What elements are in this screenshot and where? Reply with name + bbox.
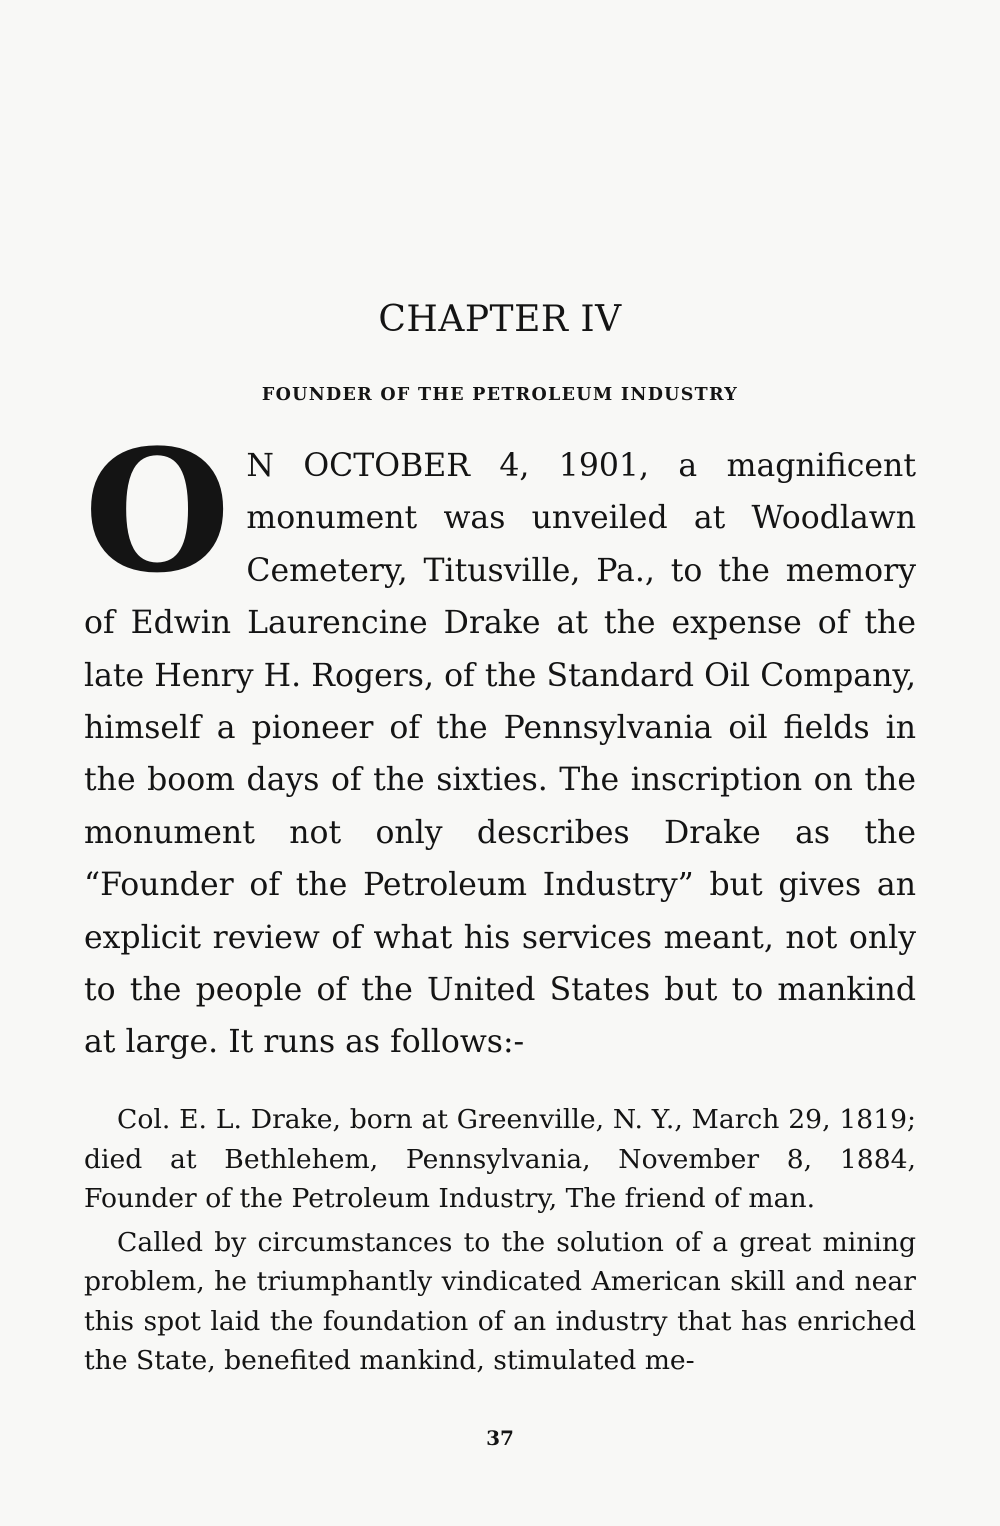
page-number: 37 [486,1426,514,1450]
main-paragraph [84,412,916,1069]
monument-inscription [84,1100,916,1385]
main-paragraph-text: N OCTOBER 4, 1901, a magnificent monument was unveiled at Woodlawn Cemetery, Titusville, Pa., to the memory of Edwin Laurencine Drake at the expense of the late Henry H. Rogers, of the Standard Oil Company, himself a pioneer of the Pennsylvania oil fields in the boom days of the sixties. The inscription on the monument not only describes Drake as the “Founder of the Petroleum Industry” but gives an explicit review of what his services meant, not only to the people of the United States but to mankind at large. It runs as follows:- [84,448,916,1061]
drop-cap-letter: O [84,412,231,610]
chapter-subtitle: FOUNDER OF THE PETROLEUM INDUSTRY [261,385,739,405]
book-page [84,0,916,1526]
inscription-paragraph: Col. E. L. Drake, born at Greenville, N. Y., March 29, 1819; died at Bethlehem, Pennsylvania, November 8, 1884, Founder of the Petroleum Industry, The friend of man. [84,1104,916,1214]
chapter-title: CHAPTER IV [378,299,622,340]
inscription-paragraph: Called by circumstances to the solution of a great mining problem, he triumphantly vindicated American skill and near this spot laid the foundation of an industry that has enriched the State, benefited mankind, stimulated me- [84,1226,916,1376]
